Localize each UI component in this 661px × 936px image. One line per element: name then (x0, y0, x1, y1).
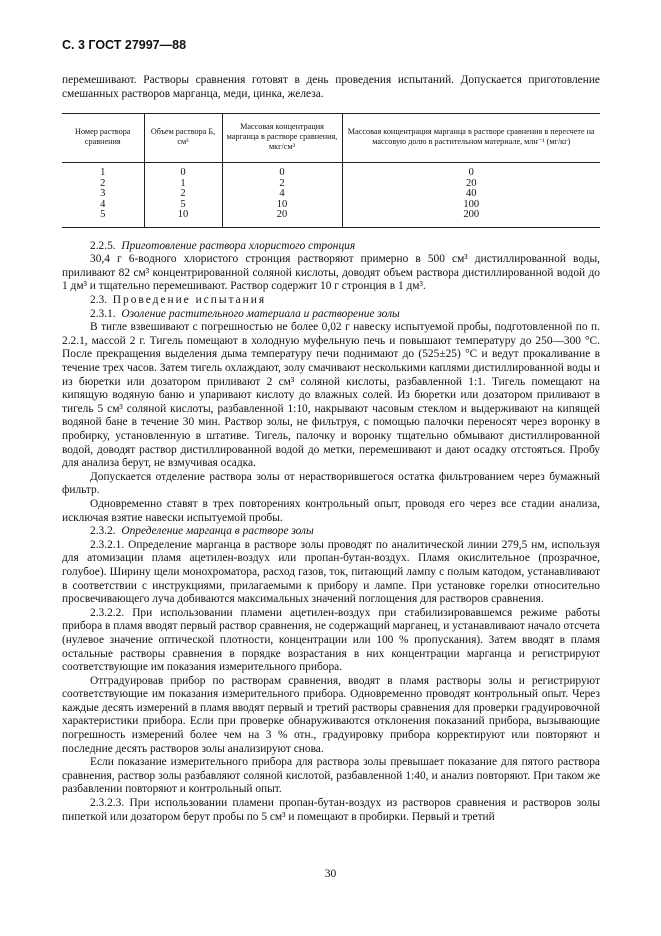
section-2-2-5-heading: 2.2.5. Приготовление раствора хлористого стронция (90, 239, 356, 252)
table-row (62, 163, 600, 179)
section-2-3-2-3: 2.3.2.3. При использовании пламени пропан-бутан-воздух из растворов сравнения и растворов золы пипеткой или дозатором берут пробы по 5 см³ и помещают в пробирки. Первый и третий (62, 797, 600, 823)
table-cell: 20 (466, 177, 477, 189)
section-2-3-heading: 2.3. Проведение испытания (90, 294, 267, 307)
table-cell: 2 (144, 189, 222, 200)
table-header-row (62, 114, 600, 163)
table-cell: 10 (222, 200, 342, 211)
col-header-volume: Объем раствора Б, см³ (144, 114, 222, 163)
table-row (62, 200, 600, 211)
table-row (62, 210, 600, 227)
section-2-3-1-heading: 2.3.1. Озоление растительного материала и растворение золы (90, 307, 400, 320)
table-cell: 0 (468, 167, 474, 179)
section-2-3-2-2-p3: Если показание измерительного прибора для раствора золы превышает показание для пятого раствора сравнения, раствор золы разбавляют соляной кислотой, разбавленной 1:40, и анализ повторяют. При таком же разбавлении повторяют и контрольный опыт. (62, 756, 600, 796)
section-2-3-1-p2: Допускается отделение раствора золы от нерастворившегося остатка фильтрованием через бумажный фильтр. (62, 470, 600, 497)
table-row (62, 189, 600, 200)
section-2-2-5-text: 30,4 г 6-водного хлористого стронция растворяют примерно в 500 см³ дистиллированной воды, приливают 82 см³ концентрированной соляной кислоты, доводят объем раствора дистиллированной водой до 1 дм³ и тщательно перемешивают. Раствор содержит 10 г стронция в 1 дм³. (62, 253, 600, 293)
table-cell: 0 (144, 163, 222, 179)
table-cell: 5 (62, 210, 144, 227)
section-2-3-2-1: 2.3.2.1. Определение марганца в растворе золы проводят по аналитической линии 279,5 нм, используя для атомизации пламя ацетилен-воздух или пропан-бутан-воздух. Пламя окислительное (прозрачное, голубое). Ширину щели монохроматора, расход газов, ток, питающий лампу с полым катодом, устанавливают в соответствии с инструкциями, прилагаемыми к прибору и лампе. При установке горелки относительно просвечивающего луча добиваются максимальных значений поглощения для растворов сравнения. (62, 538, 600, 606)
table-cell: 5 (144, 200, 222, 211)
table-cell: 40 (466, 188, 477, 200)
section-2-3-1-p3: Одновременно ставят в трех повторениях контрольный опыт, проводя его через все стадии анализа, исключая взятие навески испытуемой пробы. (62, 497, 600, 524)
table-cell: 3 (62, 189, 144, 200)
table-cell: 4 (62, 200, 144, 211)
table-cell: 4 (222, 189, 342, 200)
page-header: С. 3 ГОСТ 27997—88 (62, 38, 187, 52)
col-header-mass-fraction: Массовая концентрация марганца в растворе сравнения в пересчете на массовую долю в растительном материале, млн⁻¹ (мг/кг) (342, 114, 600, 163)
table-cell: 20 (222, 210, 342, 227)
table-cell: 10 (144, 210, 222, 227)
table-cell: 2 (222, 179, 342, 190)
table-cell: 1 (62, 163, 144, 179)
col-header-concentration: Массовая концентрация марганца в растворе сравнения, мкг/см³ (222, 114, 342, 163)
document-page (62, 38, 600, 824)
section-2-3-2-heading: 2.3.2. Определение марганца в растворе золы (90, 525, 314, 538)
section-2-3-1-p1: В тигле взвешивают с погрешностью не более 0,02 г навеску испытуемой пробы, подготовленной по п. 2.2.1, массой 2 г. Тигель помещают в холодную муфельную печь и повышают температуру до 250—300 °С. После прекращения выделения дыма температуру печи поднимают до (525±25) °С и ведут прокаливание в течение трех часов. Затем тигель охлаждают, золу смачивают несколькими каплями дистиллированной воды и из бюретки или дозатором приливают 2 см³ соляной кислоты, разбавленной 1:1. Тигель помещают на кипящую водяную баню и упаривают кислоту до влажных солей. Из бюретки или дозатором приливают в тигель 5 см³ соляной кислоты, разбавленной 1:10, накрывают часовым стеклом и выдерживают на кипящей водяной бане в течение 30 мин. Раствор золы, не фильтруя, с помощью палочки переносят через воронку в пробирку, установленную в штативе. Тигель, палочку и воронку тщательно обмывают дистиллированной водой, доводят раствор дистиллированной водой до метки, перемешивают и дают осадку отстояться. Пробу для анализа берут, не взмучивая осадка. (62, 321, 600, 470)
section-2-3-2-2-p1: 2.3.2.2. При использовании пламени ацетилен-воздух при стабилизировавшемся режиме работы прибора в пламя вводят первый раствор сравнения, не содержащий марганец, и устанавливают начало отсчета (нулевое значение оптической плотности, концентрации или 100 % пропускания). Затем вводят в пламя остальные растворы сравнения в порядке возрастания в них концентрации марганца и регистрируют соответствующие им показания измерительного прибора. (62, 606, 600, 674)
reference-solutions-table (62, 113, 600, 228)
table-cell: 1 (144, 179, 222, 190)
section-2-3-2-2-p2: Отградуировав прибор по растворам сравнения, вводят в пламя растворы золы и регистрируют соответствующие им показания измерительного прибора. Одновременно проводят контрольный опыт. Через каждые десять измерений в пламя вводят первый и третий растворы сравнения для проверки градуировочной характеристики прибора. Если при проверке обнаруживаются отклонения показаний прибора, вызывающие погрешность измерений более чем на 3 % отн., градуировку прибора корректируют или повторяют и последние десять растворов золы анализируют снова. (62, 674, 600, 755)
col-header-number: Номер раствора сравнения (62, 114, 144, 163)
table-cell: 100 (463, 198, 480, 210)
intro-paragraph: перемешивают. Растворы сравнения готовят в день проведения испытаний. Допускается приготовление смешанных растворов марганца, меди, цинка, железа. (62, 74, 600, 100)
table-cell: 200 (342, 210, 600, 227)
table-cell: 2 (62, 179, 144, 190)
table-cell: 0 (222, 163, 342, 179)
table-row (62, 179, 600, 190)
page-number: 30 (324, 868, 337, 880)
